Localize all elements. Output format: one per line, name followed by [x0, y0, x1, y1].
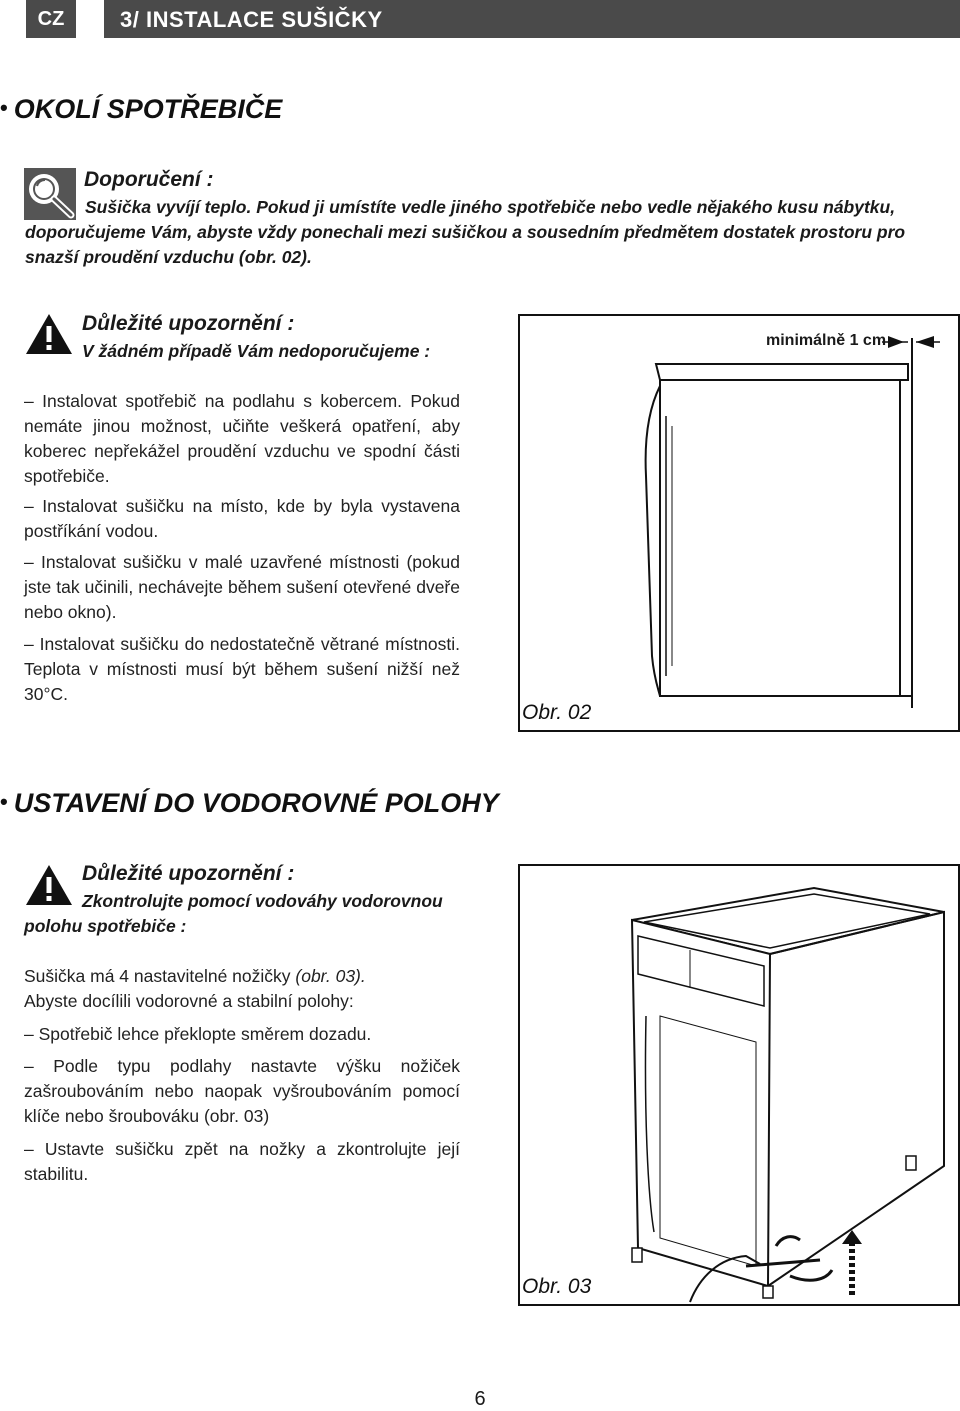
dryer-side-illustration	[520, 316, 958, 730]
language-tab: CZ	[26, 0, 76, 38]
figure-caption: Obr. 02	[522, 701, 592, 724]
bullet-icon: •	[0, 95, 8, 120]
dryer-perspective-illustration	[520, 866, 958, 1304]
leveling-step: – Podle typu podlahy nastavte výšku nožiček zašroubováním nebo naopak vyšroubováním pomocí klíče nebo šroubováku (obr. 03)	[24, 1056, 460, 1126]
intro-figure-ref: (obr. 03).	[295, 966, 366, 986]
warning-title: Důležité upozornění :	[82, 862, 295, 885]
chapter-title: 3/ INSTALACE SUŠIČKY	[104, 0, 960, 38]
warning-item: – Instalovat sušičku v malé uzavřené místnosti (pokud jste tak učinili, nechávejte během sušení otevřené dveře nebo okno).	[24, 552, 460, 622]
clearance-label: minimálně 1 cm	[766, 332, 887, 349]
leveling-step: – Spotřebič lehce překlopte směrem dozadu.	[24, 1024, 372, 1044]
section-heading-text: OKOLÍ SPOTŘEBIČE	[13, 94, 283, 124]
intro-paragraph	[24, 964, 460, 1014]
intro-text: Sušička má 4 nastavitelné nožičky	[24, 966, 296, 986]
warning-subtitle: Zkontrolujte pomocí vodováhy vodorovnou polohu spotřebiče :	[24, 891, 443, 936]
tip-title: Doporučení :	[84, 168, 214, 191]
warning-item: – Instalovat sušičku na místo, kde by byla vystavena postříkání vodou.	[24, 496, 460, 541]
warning-subtitle: V žádném případě Vám nedoporučujeme :	[82, 341, 431, 361]
bullet-icon: •	[0, 789, 8, 814]
section-heading-leveling	[0, 788, 499, 819]
figure-02	[518, 314, 960, 732]
intro-text-2: Abyste docílili vodorovné a stabilní polohy:	[24, 991, 354, 1011]
warning-item: – Instalovat spotřebič na podlahu s kobercem. Pokud nemáte jinou možnost, učiňte veškerá opatření, aby koberec nepřekážel proudění vzduchu ve spodní části spotřebiče.	[24, 391, 460, 486]
leveling-step: – Ustavte sušičku zpět na nožky a zkontrolujte její stabilitu.	[24, 1139, 460, 1184]
figure-03	[518, 864, 960, 1306]
figure-caption: Obr. 03	[522, 1275, 592, 1298]
warning-item: – Instalovat sušičku do nedostatečně větrané místnosti. Teplota v místnosti musí být během sušení nižší než 30°C.	[24, 634, 460, 704]
warning-title: Důležité upozornění :	[82, 312, 295, 335]
tip-body: Sušička vyvíjí teplo. Pokud ji umístíte vedle jiného spotřebiče nebo vedle nějakého kusu nábytku, doporučujeme Vám, abyste vždy ponechali mezi sušičkou a sousedním předmětem dostatek prostoru pro snazší proudění vzduchu (obr. 02).	[25, 197, 906, 267]
section-heading-text: USTAVENÍ DO VODOROVNÉ POLOHY	[13, 788, 499, 818]
section-heading-environment	[0, 94, 282, 125]
page-number: 6	[474, 1388, 486, 1410]
